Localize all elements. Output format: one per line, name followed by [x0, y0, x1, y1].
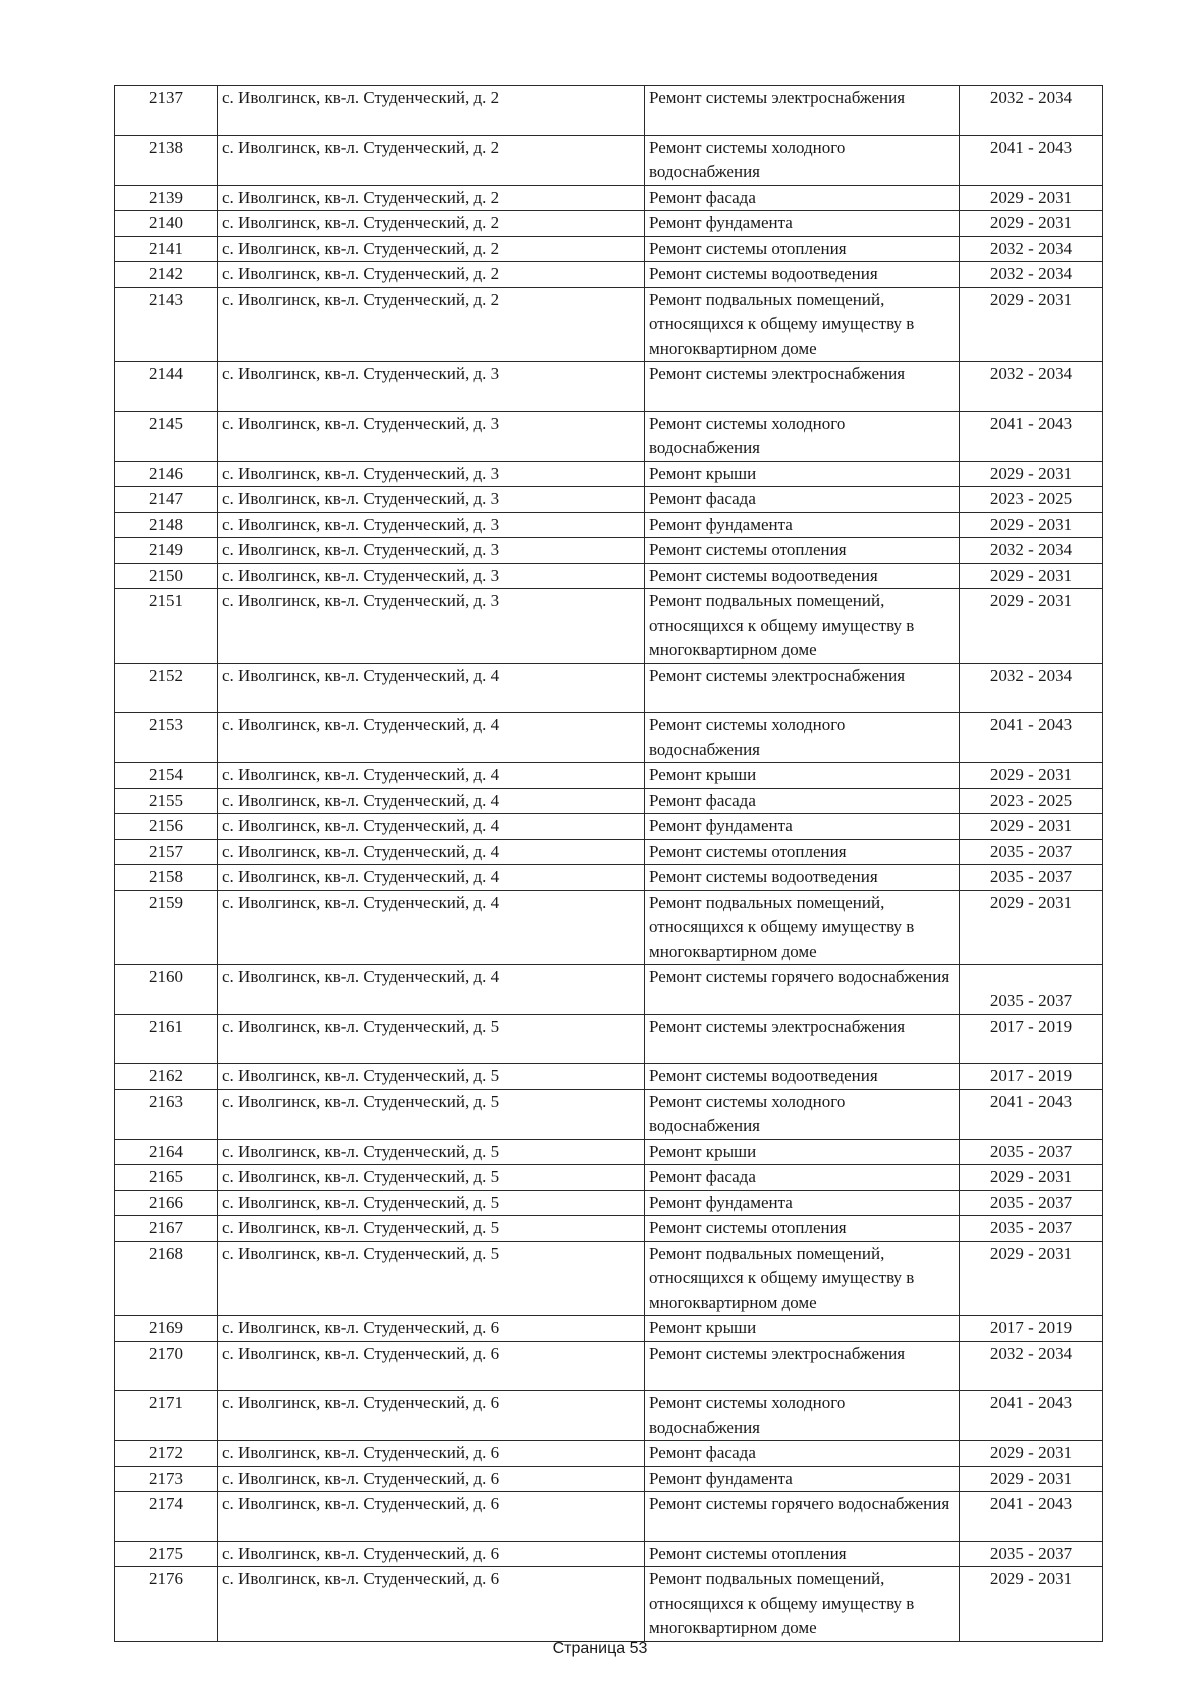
address-cell: с. Иволгинск, кв-л. Студенческий, д. 3 — [218, 512, 645, 538]
address-cell: с. Иволгинск, кв-л. Студенческий, д. 3 — [218, 461, 645, 487]
row-number-cell: 2140 — [115, 211, 218, 237]
period-cell: 2029 - 2031 — [960, 287, 1103, 362]
table-row — [115, 1391, 1103, 1441]
address-cell: с. Иволгинск, кв-л. Студенческий, д. 6 — [218, 1391, 645, 1441]
work-type-cell: Ремонт системы отопления — [645, 839, 960, 865]
table-row — [115, 1216, 1103, 1242]
row-number-cell: 2151 — [115, 589, 218, 664]
address-cell: с. Иволгинск, кв-л. Студенческий, д. 3 — [218, 487, 645, 513]
period-cell: 2035 - 2037 — [960, 965, 1103, 1015]
row-number-cell: 2163 — [115, 1089, 218, 1139]
address-cell: с. Иволгинск, кв-л. Студенческий, д. 5 — [218, 1139, 645, 1165]
row-number-cell: 2157 — [115, 839, 218, 865]
period-cell: 2035 - 2037 — [960, 839, 1103, 865]
row-number-cell: 2153 — [115, 713, 218, 763]
work-type-cell: Ремонт системы горячего водоснабжения — [645, 1492, 960, 1542]
work-type-cell: Ремонт системы горячего водоснабжения — [645, 965, 960, 1015]
address-cell: с. Иволгинск, кв-л. Студенческий, д. 5 — [218, 1165, 645, 1191]
period-cell: 2023 - 2025 — [960, 788, 1103, 814]
row-number-cell: 2174 — [115, 1492, 218, 1542]
row-number-cell: 2171 — [115, 1391, 218, 1441]
address-cell: с. Иволгинск, кв-л. Студенческий, д. 4 — [218, 814, 645, 840]
address-cell: с. Иволгинск, кв-л. Студенческий, д. 2 — [218, 135, 645, 185]
work-type-cell: Ремонт фундамента — [645, 211, 960, 237]
row-number-cell: 2143 — [115, 287, 218, 362]
work-type-cell: Ремонт крыши — [645, 1139, 960, 1165]
period-cell: 2029 - 2031 — [960, 563, 1103, 589]
work-type-cell: Ремонт подвальных помещений, относящихся к общему имуществу в многоквартирном доме — [645, 1241, 960, 1316]
address-cell: с. Иволгинск, кв-л. Студенческий, д. 2 — [218, 287, 645, 362]
row-number-cell: 2159 — [115, 890, 218, 965]
work-type-cell: Ремонт системы электроснабжения — [645, 663, 960, 713]
work-type-cell: Ремонт фундамента — [645, 512, 960, 538]
table-row — [115, 411, 1103, 461]
row-number-cell: 2152 — [115, 663, 218, 713]
address-cell: с. Иволгинск, кв-л. Студенческий, д. 4 — [218, 965, 645, 1015]
address-cell: с. Иволгинск, кв-л. Студенческий, д. 4 — [218, 788, 645, 814]
table-row — [115, 965, 1103, 1015]
period-cell: 2029 - 2031 — [960, 512, 1103, 538]
address-cell: с. Иволгинск, кв-л. Студенческий, д. 3 — [218, 538, 645, 564]
table-row — [115, 663, 1103, 713]
row-number-cell: 2176 — [115, 1567, 218, 1642]
period-cell: 2035 - 2037 — [960, 1216, 1103, 1242]
table-row — [115, 1441, 1103, 1467]
table-row — [115, 713, 1103, 763]
period-cell: 2041 - 2043 — [960, 1492, 1103, 1542]
address-cell: с. Иволгинск, кв-л. Студенческий, д. 6 — [218, 1466, 645, 1492]
address-cell: с. Иволгинск, кв-л. Студенческий, д. 6 — [218, 1567, 645, 1642]
table-row — [115, 839, 1103, 865]
address-cell: с. Иволгинск, кв-л. Студенческий, д. 5 — [218, 1089, 645, 1139]
period-cell: 2041 - 2043 — [960, 135, 1103, 185]
row-number-cell: 2147 — [115, 487, 218, 513]
capital-repair-schedule-table — [114, 85, 1103, 1642]
table-row — [115, 563, 1103, 589]
table-row — [115, 287, 1103, 362]
work-type-cell: Ремонт фасада — [645, 1441, 960, 1467]
table-row — [115, 1316, 1103, 1342]
address-cell: с. Иволгинск, кв-л. Студенческий, д. 2 — [218, 185, 645, 211]
work-type-cell: Ремонт системы электроснабжения — [645, 1341, 960, 1391]
row-number-cell: 2173 — [115, 1466, 218, 1492]
table-row — [115, 890, 1103, 965]
address-cell: с. Иволгинск, кв-л. Студенческий, д. 5 — [218, 1190, 645, 1216]
period-cell: 2029 - 2031 — [960, 1441, 1103, 1467]
table-row — [115, 1014, 1103, 1064]
work-type-cell: Ремонт фасада — [645, 487, 960, 513]
address-cell: с. Иволгинск, кв-л. Студенческий, д. 3 — [218, 411, 645, 461]
period-cell: 2029 - 2031 — [960, 890, 1103, 965]
table-row — [115, 1165, 1103, 1191]
period-cell: 2029 - 2031 — [960, 589, 1103, 664]
table-row — [115, 1492, 1103, 1542]
period-cell: 2032 - 2034 — [960, 362, 1103, 412]
table-row — [115, 1139, 1103, 1165]
period-cell: 2041 - 2043 — [960, 713, 1103, 763]
table-row — [115, 814, 1103, 840]
work-type-cell: Ремонт системы холодного водоснабжения — [645, 1391, 960, 1441]
period-cell: 2017 - 2019 — [960, 1316, 1103, 1342]
row-number-cell: 2138 — [115, 135, 218, 185]
period-cell: 2041 - 2043 — [960, 1391, 1103, 1441]
table-row — [115, 362, 1103, 412]
work-type-cell: Ремонт фасада — [645, 788, 960, 814]
address-cell: с. Иволгинск, кв-л. Студенческий, д. 4 — [218, 865, 645, 891]
work-type-cell: Ремонт подвальных помещений, относящихся к общему имуществу в многоквартирном доме — [645, 890, 960, 965]
row-number-cell: 2148 — [115, 512, 218, 538]
table-row — [115, 86, 1103, 136]
period-cell: 2032 - 2034 — [960, 262, 1103, 288]
row-number-cell: 2175 — [115, 1541, 218, 1567]
period-cell: 2029 - 2031 — [960, 1567, 1103, 1642]
address-cell: с. Иволгинск, кв-л. Студенческий, д. 3 — [218, 563, 645, 589]
work-type-cell: Ремонт фундамента — [645, 814, 960, 840]
row-number-cell: 2161 — [115, 1014, 218, 1064]
period-cell: 2032 - 2034 — [960, 236, 1103, 262]
table-row — [115, 589, 1103, 664]
row-number-cell: 2156 — [115, 814, 218, 840]
row-number-cell: 2137 — [115, 86, 218, 136]
row-number-cell: 2141 — [115, 236, 218, 262]
work-type-cell: Ремонт подвальных помещений, относящихся к общему имуществу в многоквартирном доме — [645, 1567, 960, 1642]
period-cell: 2017 - 2019 — [960, 1014, 1103, 1064]
row-number-cell: 2149 — [115, 538, 218, 564]
period-cell: 2029 - 2031 — [960, 763, 1103, 789]
work-type-cell: Ремонт крыши — [645, 461, 960, 487]
table-row — [115, 461, 1103, 487]
table-row — [115, 1241, 1103, 1316]
row-number-cell: 2162 — [115, 1064, 218, 1090]
row-number-cell: 2142 — [115, 262, 218, 288]
work-type-cell: Ремонт системы водоотведения — [645, 262, 960, 288]
row-number-cell: 2168 — [115, 1241, 218, 1316]
row-number-cell: 2165 — [115, 1165, 218, 1191]
address-cell: с. Иволгинск, кв-л. Студенческий, д. 4 — [218, 663, 645, 713]
address-cell: с. Иволгинск, кв-л. Студенческий, д. 4 — [218, 763, 645, 789]
row-number-cell: 2172 — [115, 1441, 218, 1467]
period-cell: 2035 - 2037 — [960, 865, 1103, 891]
table-row — [115, 1089, 1103, 1139]
period-cell: 2029 - 2031 — [960, 814, 1103, 840]
table-row — [115, 512, 1103, 538]
work-type-cell: Ремонт системы водоотведения — [645, 1064, 960, 1090]
address-cell: с. Иволгинск, кв-л. Студенческий, д. 2 — [218, 262, 645, 288]
period-cell: 2029 - 2031 — [960, 1241, 1103, 1316]
period-cell: 2029 - 2031 — [960, 461, 1103, 487]
period-cell: 2032 - 2034 — [960, 1341, 1103, 1391]
work-type-cell: Ремонт фасада — [645, 185, 960, 211]
table-row — [115, 788, 1103, 814]
row-number-cell: 2154 — [115, 763, 218, 789]
table-row — [115, 135, 1103, 185]
work-type-cell: Ремонт системы холодного водоснабжения — [645, 135, 960, 185]
table-row — [115, 865, 1103, 891]
table-row — [115, 538, 1103, 564]
address-cell: с. Иволгинск, кв-л. Студенческий, д. 6 — [218, 1492, 645, 1542]
row-number-cell: 2170 — [115, 1341, 218, 1391]
address-cell: с. Иволгинск, кв-л. Студенческий, д. 2 — [218, 236, 645, 262]
period-cell: 2035 - 2037 — [960, 1190, 1103, 1216]
address-cell: с. Иволгинск, кв-л. Студенческий, д. 4 — [218, 890, 645, 965]
address-cell: с. Иволгинск, кв-л. Студенческий, д. 2 — [218, 86, 645, 136]
work-type-cell: Ремонт системы холодного водоснабжения — [645, 1089, 960, 1139]
row-number-cell: 2146 — [115, 461, 218, 487]
row-number-cell: 2144 — [115, 362, 218, 412]
period-cell: 2029 - 2031 — [960, 1466, 1103, 1492]
page-number-footer: Страница 53 — [552, 1640, 648, 1657]
period-cell: 2023 - 2025 — [960, 487, 1103, 513]
table-row — [115, 185, 1103, 211]
period-cell: 2035 - 2037 — [960, 1139, 1103, 1165]
period-cell: 2029 - 2031 — [960, 211, 1103, 237]
work-type-cell: Ремонт фасада — [645, 1165, 960, 1191]
table-row — [115, 211, 1103, 237]
period-cell: 2032 - 2034 — [960, 663, 1103, 713]
table-row — [115, 487, 1103, 513]
address-cell: с. Иволгинск, кв-л. Студенческий, д. 4 — [218, 713, 645, 763]
period-cell: 2032 - 2034 — [960, 538, 1103, 564]
table-row — [115, 1567, 1103, 1642]
work-type-cell: Ремонт системы отопления — [645, 538, 960, 564]
row-number-cell: 2166 — [115, 1190, 218, 1216]
work-type-cell: Ремонт фундамента — [645, 1466, 960, 1492]
work-type-cell: Ремонт подвальных помещений, относящихся к общему имуществу в многоквартирном доме — [645, 589, 960, 664]
work-type-cell: Ремонт системы водоотведения — [645, 865, 960, 891]
address-cell: с. Иволгинск, кв-л. Студенческий, д. 5 — [218, 1216, 645, 1242]
table-row — [115, 262, 1103, 288]
work-type-cell: Ремонт системы электроснабжения — [645, 1014, 960, 1064]
work-type-cell: Ремонт системы холодного водоснабжения — [645, 411, 960, 461]
address-cell: с. Иволгинск, кв-л. Студенческий, д. 3 — [218, 362, 645, 412]
address-cell: с. Иволгинск, кв-л. Студенческий, д. 2 — [218, 211, 645, 237]
table-body — [115, 86, 1103, 1642]
work-type-cell: Ремонт системы отопления — [645, 1216, 960, 1242]
work-type-cell: Ремонт подвальных помещений, относящихся к общему имуществу в многоквартирном доме — [645, 287, 960, 362]
period-cell: 2035 - 2037 — [960, 1541, 1103, 1567]
row-number-cell: 2139 — [115, 185, 218, 211]
work-type-cell: Ремонт крыши — [645, 1316, 960, 1342]
row-number-cell: 2169 — [115, 1316, 218, 1342]
row-number-cell: 2164 — [115, 1139, 218, 1165]
period-cell: 2041 - 2043 — [960, 1089, 1103, 1139]
address-cell: с. Иволгинск, кв-л. Студенческий, д. 5 — [218, 1014, 645, 1064]
address-cell: с. Иволгинск, кв-л. Студенческий, д. 6 — [218, 1441, 645, 1467]
table-row — [115, 1190, 1103, 1216]
address-cell: с. Иволгинск, кв-л. Студенческий, д. 3 — [218, 589, 645, 664]
row-number-cell: 2158 — [115, 865, 218, 891]
work-type-cell: Ремонт системы отопления — [645, 1541, 960, 1567]
address-cell: с. Иволгинск, кв-л. Студенческий, д. 5 — [218, 1064, 645, 1090]
table-row — [115, 1466, 1103, 1492]
work-type-cell: Ремонт крыши — [645, 763, 960, 789]
row-number-cell: 2150 — [115, 563, 218, 589]
address-cell: с. Иволгинск, кв-л. Студенческий, д. 6 — [218, 1541, 645, 1567]
table-row — [115, 1064, 1103, 1090]
row-number-cell: 2155 — [115, 788, 218, 814]
work-type-cell: Ремонт системы электроснабжения — [645, 86, 960, 136]
row-number-cell: 2160 — [115, 965, 218, 1015]
period-cell: 2017 - 2019 — [960, 1064, 1103, 1090]
table-row — [115, 763, 1103, 789]
address-cell: с. Иволгинск, кв-л. Студенческий, д. 4 — [218, 839, 645, 865]
period-cell: 2029 - 2031 — [960, 185, 1103, 211]
work-type-cell: Ремонт системы холодного водоснабжения — [645, 713, 960, 763]
work-type-cell: Ремонт системы водоотведения — [645, 563, 960, 589]
table-row — [115, 1341, 1103, 1391]
work-type-cell: Ремонт системы электроснабжения — [645, 362, 960, 412]
address-cell: с. Иволгинск, кв-л. Студенческий, д. 5 — [218, 1241, 645, 1316]
period-cell: 2041 - 2043 — [960, 411, 1103, 461]
period-cell: 2029 - 2031 — [960, 1165, 1103, 1191]
period-cell: 2032 - 2034 — [960, 86, 1103, 136]
work-type-cell: Ремонт системы отопления — [645, 236, 960, 262]
table-row — [115, 236, 1103, 262]
row-number-cell: 2145 — [115, 411, 218, 461]
address-cell: с. Иволгинск, кв-л. Студенческий, д. 6 — [218, 1316, 645, 1342]
work-type-cell: Ремонт фундамента — [645, 1190, 960, 1216]
row-number-cell: 2167 — [115, 1216, 218, 1242]
address-cell: с. Иволгинск, кв-л. Студенческий, д. 6 — [218, 1341, 645, 1391]
table-row — [115, 1541, 1103, 1567]
